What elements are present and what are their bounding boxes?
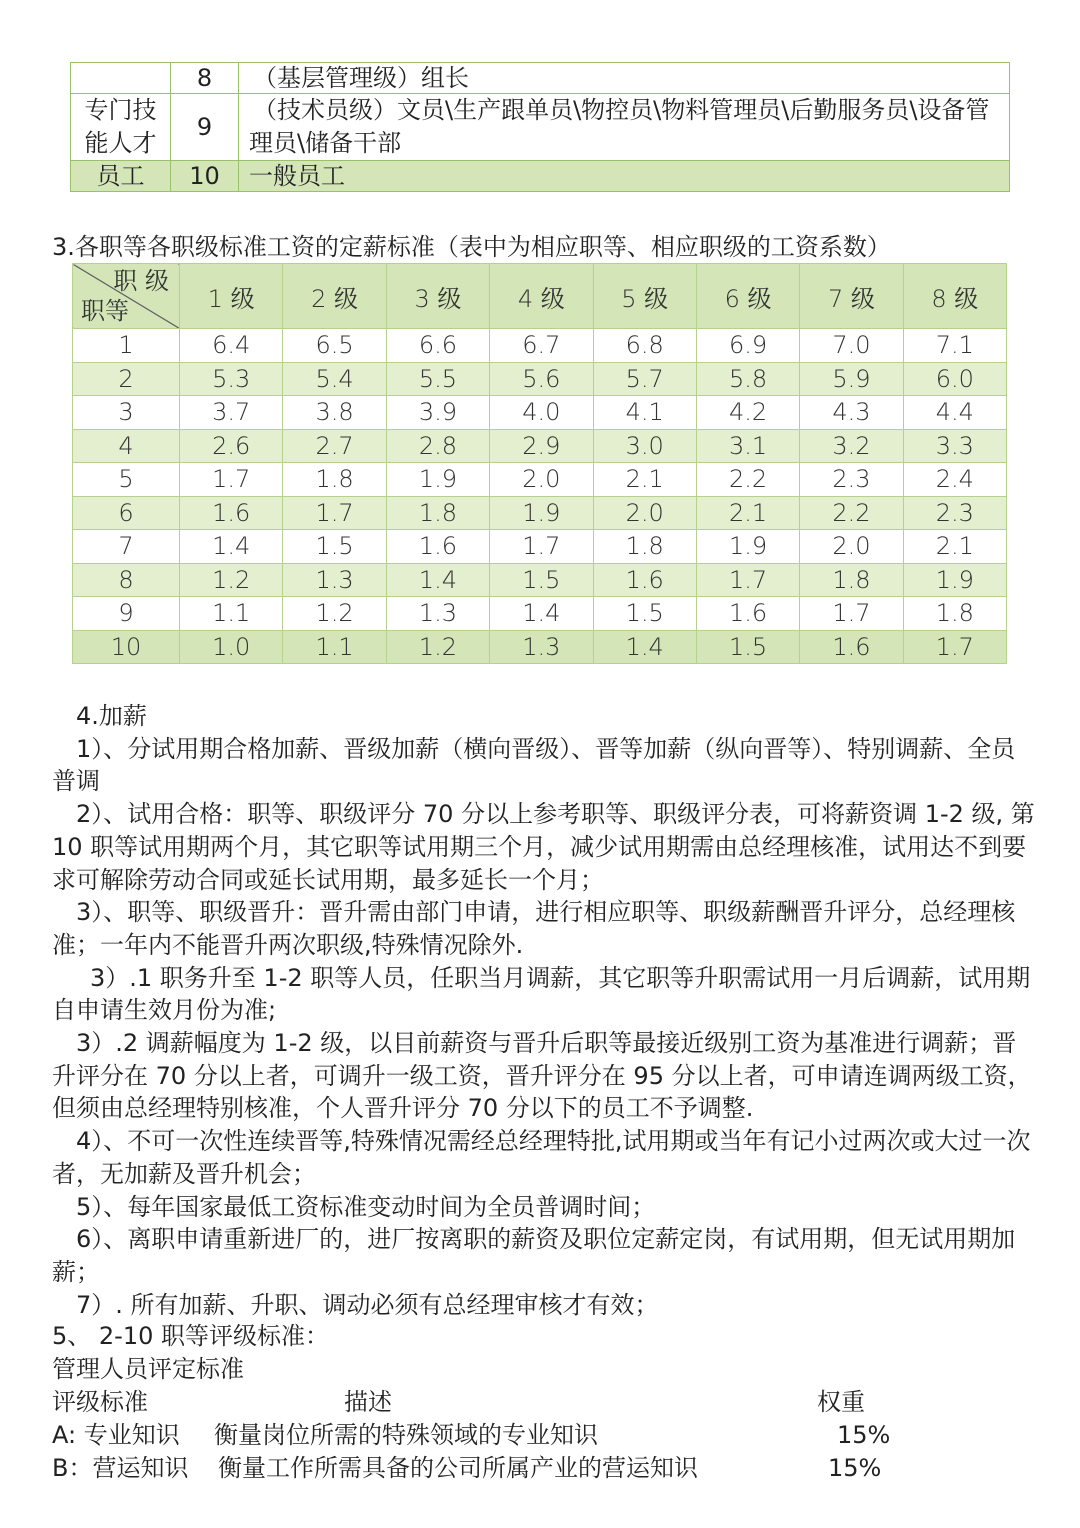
coefficient-cell: 2.9 [490, 429, 593, 463]
coefficient-cell: 4.0 [490, 396, 593, 430]
coefficient-cell: 1.6 [696, 597, 799, 631]
coefficient-cell: 1.8 [800, 563, 903, 597]
coefficient-cell: 1.5 [283, 530, 386, 564]
coefficient-cell: 1.7 [490, 530, 593, 564]
coefficient-cell: 1.5 [593, 597, 696, 631]
positions-cell: （基层管理级）组长 [239, 63, 1010, 94]
section-5-subtitle: 管理人员评定标准 [52, 1355, 244, 1383]
criteria-name: A: 专业知识 [52, 1421, 180, 1449]
table-row [73, 396, 1007, 430]
coefficient-cell: 6.9 [696, 329, 799, 363]
paragraph: 6）、离职申请重新进厂的，进厂按离职的薪资及职位定薪定岗，有试用期，但无试用期加薪； [52, 1225, 1016, 1286]
coefficient-cell: 1.0 [180, 630, 283, 664]
category-cell [71, 63, 171, 94]
coefficient-cell: 2.3 [800, 463, 903, 497]
coefficient-cell: 1.9 [386, 463, 489, 497]
coefficient-cell: 7.1 [903, 329, 1006, 363]
criteria-name: B：营运知识 [52, 1454, 189, 1482]
level-header: 8 级 [903, 264, 1006, 329]
level-header: 5 级 [593, 264, 696, 329]
grade-cell: 4 [73, 429, 180, 463]
coefficient-cell: 1.2 [180, 563, 283, 597]
table-row [71, 161, 1010, 192]
grade-cell: 7 [73, 530, 180, 564]
coefficient-cell: 1.6 [800, 630, 903, 664]
grade-cell: 1 [73, 329, 180, 363]
table-row [71, 63, 1010, 94]
grade-cell: 10 [73, 630, 180, 664]
coefficient-cell: 3.1 [696, 429, 799, 463]
coefficient-cell: 2.4 [903, 463, 1006, 497]
coefficient-cell: 2.0 [800, 530, 903, 564]
coefficient-cell: 4.2 [696, 396, 799, 430]
coefficient-cell: 5.3 [180, 362, 283, 396]
level-header: 2 级 [283, 264, 386, 329]
coefficient-cell: 1.6 [180, 496, 283, 530]
section-4-title: 4.加薪 [76, 702, 147, 730]
table-row [73, 463, 1007, 497]
coefficient-cell: 5.4 [283, 362, 386, 396]
coefficient-cell: 7.0 [800, 329, 903, 363]
coefficient-cell: 3.9 [386, 396, 489, 430]
paragraph: 3）、职等、职级晋升：晋升需由部门申请，进行相应职等、职级薪酬晋升评分，总经理核准；一年内不能晋升两次职级,特殊情况除外. [52, 898, 1016, 959]
grade-cell: 3 [73, 396, 180, 430]
coefficient-cell: 1.6 [593, 563, 696, 597]
coefficient-cell: 5.5 [386, 362, 489, 396]
coefficient-cell: 2.6 [180, 429, 283, 463]
coefficient-cell: 6.4 [180, 329, 283, 363]
coefficient-cell: 5.6 [490, 362, 593, 396]
coefficient-cell: 1.9 [490, 496, 593, 530]
category-cell: 员工 [71, 161, 171, 192]
corner-level-label: 职 级 [113, 267, 169, 295]
table-row [73, 597, 1007, 631]
coefficient-cell: 1.3 [283, 563, 386, 597]
coefficient-cell: 1.9 [903, 563, 1006, 597]
grade-cell: 10 [171, 161, 239, 192]
coefficient-cell: 4.3 [800, 396, 903, 430]
coefficient-cell: 1.8 [593, 530, 696, 564]
level-header: 7 级 [800, 264, 903, 329]
coefficient-cell: 3.3 [903, 429, 1006, 463]
coefficient-cell: 2.1 [696, 496, 799, 530]
coefficient-cell: 2.2 [800, 496, 903, 530]
coefficient-cell: 4.4 [903, 396, 1006, 430]
table-header-row [73, 264, 1007, 329]
coefficient-cell: 1.3 [490, 630, 593, 664]
level-header: 6 级 [696, 264, 799, 329]
coefficient-cell: 6.5 [283, 329, 386, 363]
coefficient-cell: 1.8 [903, 597, 1006, 631]
coefficient-cell: 2.1 [593, 463, 696, 497]
coefficient-cell: 1.9 [696, 530, 799, 564]
coefficient-cell: 1.1 [180, 597, 283, 631]
paragraph: 3）.2 调薪幅度为 1-2 级，以目前薪资与晋升后职等最接近级别工资为基准进行调薪；晋升评分在 70 分以上者，可调升一级工资，晋升评分在 95 分以上者，可申请连调两级工资，但须由总经理特别核准，个人晋升评分 70 分以下的员工不予调整. [52, 1029, 1032, 1123]
coefficient-cell: 2.3 [903, 496, 1006, 530]
coefficient-cell: 6.0 [903, 362, 1006, 396]
grade-cell: 8 [171, 63, 239, 94]
corner-header-cell [73, 264, 180, 329]
section-3-title: 3.各职等各职级标准工资的定薪标准（表中为相应职等、相应职级的工资系数） [52, 233, 891, 261]
coefficient-cell: 1.8 [283, 463, 386, 497]
coefficient-cell: 1.3 [386, 597, 489, 631]
criteria-row [52, 1419, 952, 1452]
coefficient-cell: 1.4 [593, 630, 696, 664]
coefficient-cell: 6.7 [490, 329, 593, 363]
coefficient-cell: 4.1 [593, 396, 696, 430]
paragraph: 3）.1 职务升至 1-2 职等人员，任职当月调薪，其它职等升职需试用一月后调薪，试用期自申请生效月份为准; [52, 963, 1031, 1025]
level-header: 3 级 [386, 264, 489, 329]
criteria-description: 衡量工作所需具备的公司所属产业的营运知识 [218, 1454, 698, 1482]
coefficient-cell: 3.0 [593, 429, 696, 463]
criteria-weight: 15% [837, 1421, 891, 1449]
coefficient-cell: 5.8 [696, 362, 799, 396]
coefficient-cell: 1.8 [386, 496, 489, 530]
table-row [73, 630, 1007, 664]
grade-cell: 2 [73, 362, 180, 396]
coefficient-cell: 6.8 [593, 329, 696, 363]
coefficient-cell: 2.0 [490, 463, 593, 497]
coefficient-cell: 2.7 [283, 429, 386, 463]
coefficient-cell: 1.6 [386, 530, 489, 564]
coefficient-cell: 1.2 [386, 630, 489, 664]
coefficient-cell: 2.2 [696, 463, 799, 497]
positions-cell: 一般员工 [239, 161, 1010, 192]
table-row [73, 329, 1007, 363]
coefficient-cell: 1.1 [283, 630, 386, 664]
coefficient-cell: 2.8 [386, 429, 489, 463]
coefficient-cell: 1.2 [283, 597, 386, 631]
coefficient-cell: 1.4 [180, 530, 283, 564]
salary-table-body [73, 329, 1007, 664]
coefficient-cell: 1.7 [696, 563, 799, 597]
description-header: 描述 [344, 1388, 392, 1416]
positions-cell: （技术员级）文员\生产跟单员\物控员\物料管理员\后勤服务员\设备管理员\储备干部 [239, 94, 1010, 161]
coefficient-cell: 5.9 [800, 362, 903, 396]
coefficient-cell: 6.6 [386, 329, 489, 363]
coefficient-cell: 1.7 [180, 463, 283, 497]
level-header: 1 级 [180, 264, 283, 329]
table-row [73, 429, 1007, 463]
coefficient-cell: 2.0 [593, 496, 696, 530]
table-row [73, 530, 1007, 564]
corner-grade-label: 职等 [81, 297, 129, 325]
section-4 [52, 700, 1037, 1321]
coefficient-cell: 1.7 [903, 630, 1006, 664]
coefficient-cell: 1.5 [490, 563, 593, 597]
coefficient-cell: 1.7 [283, 496, 386, 530]
coefficient-cell: 1.5 [696, 630, 799, 664]
paragraph: 2）、试用合格：职等、职级评分 70 分以上参考职等、职级评分表，可将薪资调 1-2 级, 第 10 职等试用期两个月，其它职等试用期三个月，减少试用期需由总经理核准，试用达不到要求可解除劳动合同或延长试用期，最多延长一个月； [52, 800, 1035, 894]
paragraph: 1）、分试用期合格加薪、晋级加薪（横向晋级）、晋等加薪（纵向晋等）、特别调薪、全员普调 [52, 734, 1016, 796]
grade-cell: 9 [171, 94, 239, 161]
table-row [73, 496, 1007, 530]
criteria-header: 评级标准 [52, 1388, 148, 1416]
section-5-title: 5、 2-10 职等评级标准： [52, 1322, 329, 1350]
grade-cell: 6 [73, 496, 180, 530]
coefficient-cell: 1.4 [490, 597, 593, 631]
coefficient-cell: 1.4 [386, 563, 489, 597]
grade-cell: 5 [73, 463, 180, 497]
category-cell: 专门技能人才 [71, 94, 171, 161]
paragraph: 7）. 所有加薪、升职、调动必须有总经理审核才有效； [76, 1290, 659, 1319]
table-row [73, 563, 1007, 597]
paragraph: 4）、不可一次性连续晋等,特殊情况需经总经理特批,试用期或当年有记小过两次或大过一次者，无加薪及晋升机会； [52, 1127, 1031, 1188]
coefficient-cell: 2.1 [903, 530, 1006, 564]
grade-category-table [70, 62, 1010, 192]
table-row [71, 94, 1010, 161]
paragraph: 5）、每年国家最低工资标准变动时间为全员普调时间； [76, 1192, 656, 1221]
table-row [73, 362, 1007, 396]
level-header: 4 级 [490, 264, 593, 329]
criteria-row [52, 1452, 952, 1485]
coefficient-cell: 3.8 [283, 396, 386, 430]
coefficient-cell: 3.7 [180, 396, 283, 430]
criteria-description: 衡量岗位所需的特殊领域的专业知识 [214, 1421, 598, 1449]
criteria-header-row [52, 1386, 952, 1419]
grade-cell: 8 [73, 563, 180, 597]
weight-header: 权重 [817, 1388, 865, 1416]
criteria-weight: 15% [828, 1454, 882, 1482]
coefficient-cell: 5.7 [593, 362, 696, 396]
salary-coefficient-table [72, 263, 1007, 664]
grade-cell: 9 [73, 597, 180, 631]
coefficient-cell: 1.7 [800, 597, 903, 631]
coefficient-cell: 3.2 [800, 429, 903, 463]
